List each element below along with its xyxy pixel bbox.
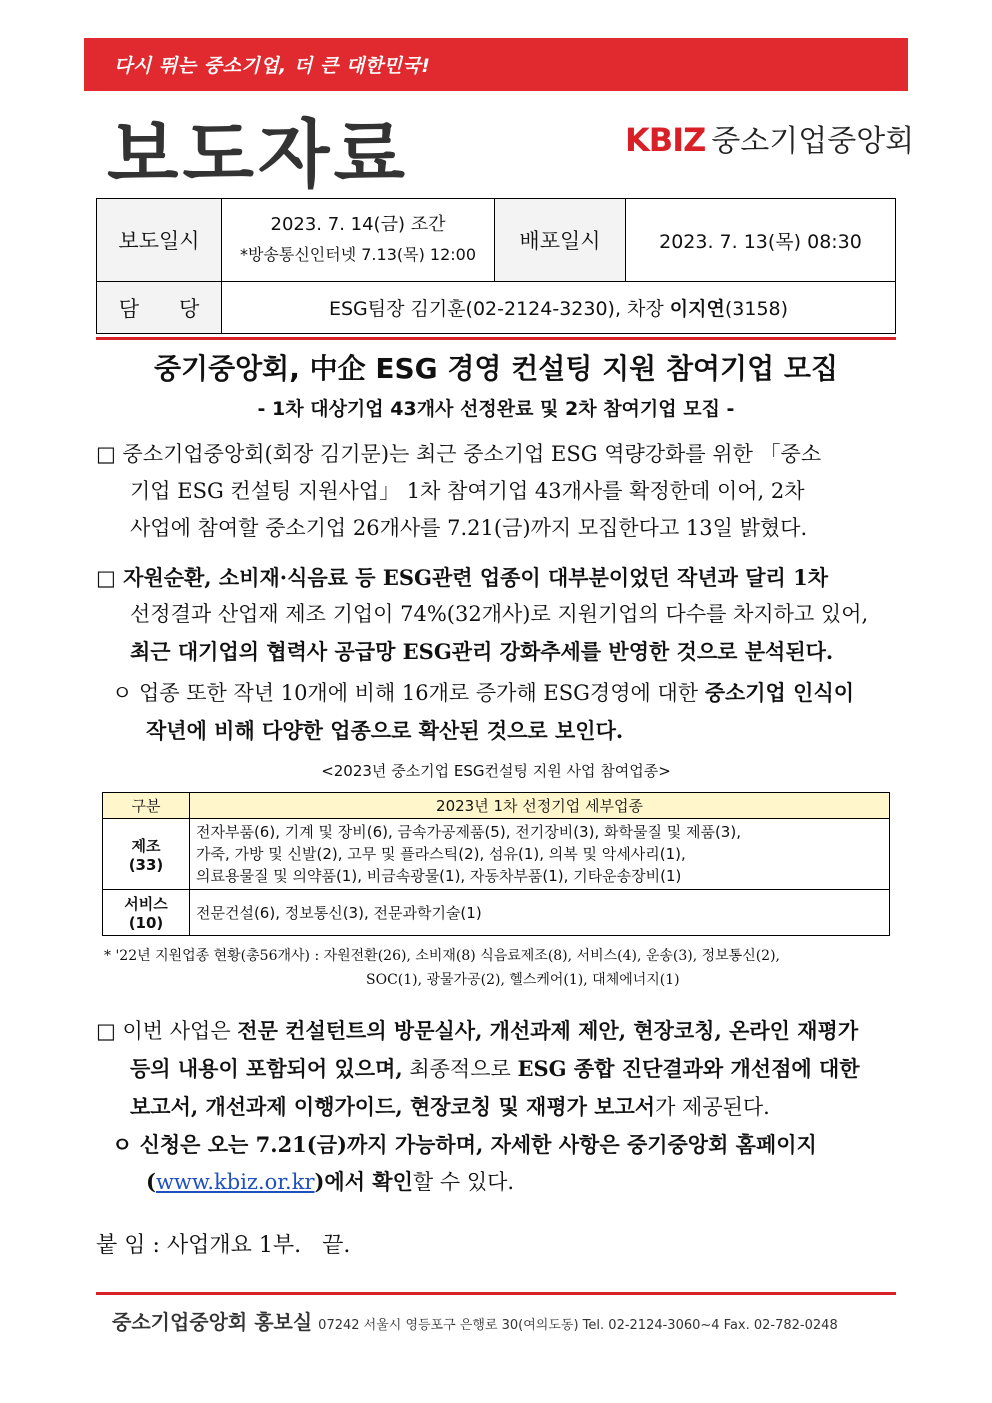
release-date-broadcast: *방송통신인터넷 7.13(목) 12:00 bbox=[239, 245, 477, 264]
p1-line: □ 중소기업중앙회(회장 김기문)는 최근 중소기업 ESG 역량강화를 위한 「중소 bbox=[96, 442, 822, 466]
p1-line: 사업에 참여할 중소기업 26개사를 7.21(금)까지 모집한다고 13일 밝혔다. bbox=[130, 516, 808, 540]
footnote bbox=[104, 944, 894, 992]
p3sub-line1: ㅇ 신청은 오는 7.21(금)까지 가능하며, 자세한 사항은 중기중앙회 홈페이지 bbox=[112, 1132, 817, 1157]
p2-line: □ 자원순환, 소비재·식음료 등 ESG관련 업종이 대부분이었던 작년과 달리 1차 bbox=[96, 565, 828, 590]
contact-team: ESG팀장 김기훈(02-2124-3230), 차장 bbox=[328, 298, 670, 320]
footer bbox=[112, 1306, 838, 1335]
release-date-main: 2023. 7. 14(금) 조간 bbox=[270, 214, 446, 235]
table-row-service-detail: 전문건설(6), 정보통신(3), 전문과학기술(1) bbox=[190, 890, 890, 936]
paren-open: ( bbox=[146, 1169, 156, 1194]
header-divider bbox=[96, 337, 896, 340]
table-row-manufacturing-label bbox=[103, 819, 190, 890]
row-label: 제조 bbox=[131, 836, 161, 855]
footer-divider bbox=[96, 1292, 896, 1295]
p3-line3-bold: 보고서, 개선과제 이행가이드, 현장코칭 및 재평가 보고서 bbox=[130, 1094, 656, 1119]
p3sub-line2-bold: )에서 확인 bbox=[314, 1169, 413, 1194]
p3-line1: □ 이번 사업은 bbox=[96, 1019, 238, 1043]
slogan-text: 다시 뛰는 중소기업, 더 큰 대한민국! bbox=[114, 55, 431, 77]
paragraph-3-sub bbox=[112, 1126, 898, 1201]
paragraph-3 bbox=[96, 1012, 898, 1126]
distribution-date-value: 2023. 7. 13(목) 08:30 bbox=[626, 199, 896, 282]
paragraph-2-sub bbox=[112, 674, 898, 749]
logo-name: 중소기업중앙회 bbox=[711, 124, 915, 159]
contact-ext: (3158) bbox=[724, 298, 789, 320]
footer-org: 중소기업중앙회 홍보실 bbox=[112, 1310, 313, 1334]
paragraph-1 bbox=[96, 436, 898, 547]
contact-value bbox=[222, 282, 896, 334]
headline: 중기중앙회, 中企 ESG 경영 컨설팅 지원 참여기업 모집 bbox=[153, 352, 838, 385]
p3-line2-bold2: ESG 종합 진단결과와 개선점에 대한 bbox=[517, 1056, 860, 1081]
p2-line: 선정결과 산업재 제조 기업이 74%(32개사)로 지원기업의 다수를 차지하고 있어, bbox=[130, 602, 869, 626]
distribution-date-label: 배포일시 bbox=[495, 199, 626, 282]
logo-mark: KBIZ bbox=[625, 121, 706, 159]
p2sub-line2: 작년에 비해 다양한 업종으로 확산된 것으로 보인다. bbox=[146, 718, 624, 743]
p3-line2: 최종적으로 bbox=[402, 1057, 518, 1081]
p3-line1-bold: 전문 컨설턴트의 방문실사, 개선과제 제안, 현장코칭, 온라인 재평가 bbox=[237, 1018, 859, 1043]
table-caption: <2023년 중소기업 ESG컨설팅 지원 사업 참여업종> bbox=[321, 762, 671, 780]
press-release-title: 보도자료 bbox=[107, 112, 409, 198]
kbiz-logo bbox=[625, 116, 914, 160]
row-count: (10) bbox=[128, 914, 164, 932]
kbiz-homepage-link[interactable]: www.kbiz.or.kr bbox=[155, 1170, 315, 1194]
paragraph-2 bbox=[96, 559, 898, 670]
row-label: 서비스 bbox=[124, 895, 168, 913]
detail-line: 의료용물질 및 의약품(1), 비금속광물(1), 자동차부품(1), 기타운송장비(1) bbox=[196, 867, 682, 885]
p3-line2-bold: 등의 내용이 포함되어 있으며, bbox=[130, 1056, 403, 1081]
p2sub-line1: ㅇ 업종 또한 작년 10개에 비해 16개로 증가해 ESG경영에 대한 bbox=[112, 681, 705, 705]
detail-line: 가죽, 가방 및 신발(2), 고무 및 플라스틱(2), 섬유(1), 의복 및 악세사리(1), bbox=[196, 845, 686, 863]
release-info-table bbox=[96, 198, 896, 334]
table-row-service-label bbox=[103, 890, 190, 936]
release-date-value bbox=[222, 199, 495, 282]
p3-line3: 가 제공된다. bbox=[655, 1095, 770, 1119]
p3sub-line2: 할 수 있다. bbox=[412, 1170, 515, 1194]
table-row-manufacturing-detail bbox=[190, 819, 890, 890]
note-line2: SOC(1), 광물가공(2), 헬스케어(1), 대체에너지(1) bbox=[366, 972, 680, 988]
contact-person: 이지연 bbox=[669, 298, 725, 320]
row-count: (33) bbox=[128, 855, 164, 874]
subheadline: - 1차 대상기업 43개사 선정완료 및 2차 참여기업 모집 - bbox=[257, 398, 735, 420]
p1-line: 기업 ESG 컨설팅 지원사업」 1차 참여기업 43개사를 확정한데 이어, 2차 bbox=[130, 479, 805, 503]
release-date-label: 보도일시 bbox=[97, 199, 222, 282]
table-header-detail: 2023년 1차 선정기업 세부업종 bbox=[190, 793, 890, 819]
slogan-banner bbox=[84, 38, 908, 91]
attachment-note: 붙 임 : 사업개요 1부. 끝. bbox=[96, 1233, 351, 1258]
detail-line: 전자부품(6), 기계 및 장비(6), 금속가공제품(5), 전기장비(3), 화학물질 및 제품(3), bbox=[196, 823, 741, 841]
footer-address: 07242 서울시 영등포구 은행로 30(여의도동) Tel. 02-2124-3060~4 Fax. 02-782-0248 bbox=[318, 1318, 838, 1333]
p2sub-line1-bold: 중소기업 인식이 bbox=[704, 680, 855, 705]
contact-label: 담 당 bbox=[97, 282, 222, 334]
p2-line: 최근 대기업의 협력사 공급망 ESG관리 강화추세를 반영한 것으로 분석된다. bbox=[130, 639, 834, 664]
industry-table bbox=[102, 792, 890, 936]
note-line1: * '22년 지원업종 현황(총56개사) : 자원전환(26), 소비재(8) 식음료제조(8), 서비스(4), 운송(3), 정보통신(2), bbox=[104, 948, 781, 964]
table-header-category: 구분 bbox=[103, 793, 190, 819]
